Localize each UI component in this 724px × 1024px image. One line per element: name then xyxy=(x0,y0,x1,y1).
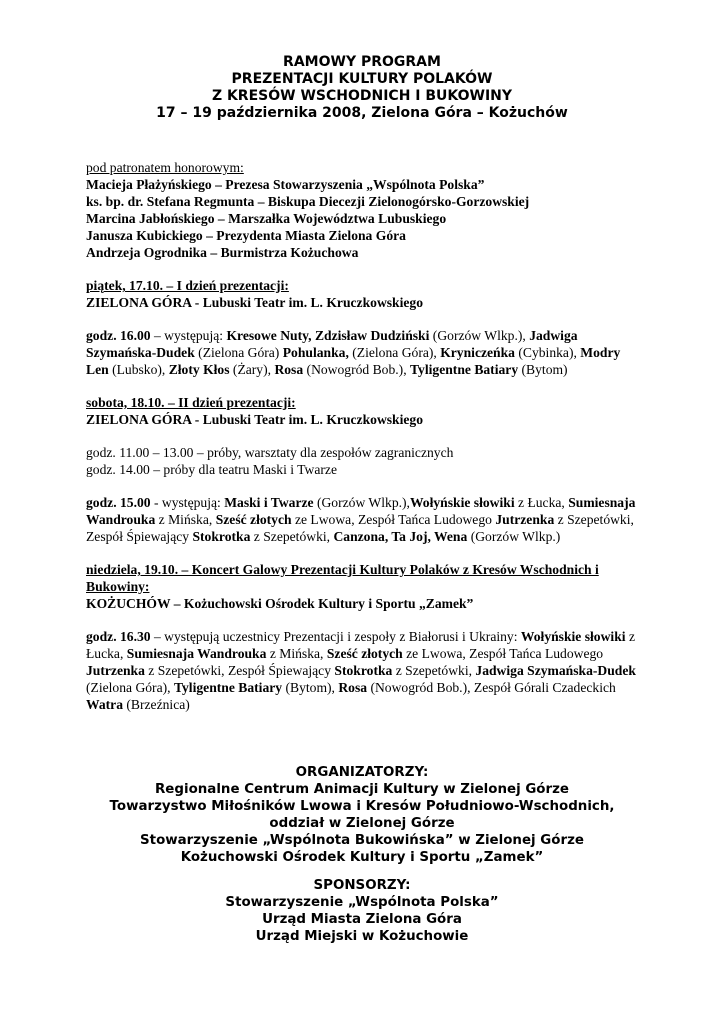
performer-name: Rosa xyxy=(274,362,304,377)
performer-name: Jadwiga Szymańska-Dudek xyxy=(475,663,636,678)
header-line-1: RAMOWY PROGRAM xyxy=(283,54,441,70)
text-run: - występują: xyxy=(150,495,225,510)
sponsor-3: Urząd Miejski w Kożuchowie xyxy=(255,929,469,944)
day1-section xyxy=(86,277,646,378)
text-run: z Mińska, xyxy=(155,512,216,527)
day2-schedule-2: godz. 14.00 – próby dla teatru Maski i Twarze xyxy=(86,462,337,477)
text-run: (Bytom), xyxy=(282,680,339,695)
patron-2: ks. bp. dr. Stefana Regmunta – Biskupa Diecezji Zielonogórsko-Gorzowskiej xyxy=(86,194,530,209)
performer-name: Złoty Kłos xyxy=(168,362,230,377)
day2-venue: ZIELONA GÓRA - Lubuski Teatr im. L. Kruczkowskiego xyxy=(86,412,424,427)
sponsor-2: Urząd Miasta Zielona Góra xyxy=(262,912,462,927)
text-run: (Zielona Góra) xyxy=(194,345,283,360)
performer-name: Tyligentne Batiary xyxy=(410,362,519,377)
performer-name: Kryniczeńka xyxy=(440,345,515,360)
document-body xyxy=(86,159,646,713)
day2-heading: sobota, 18.10. – II dzień prezentacji: xyxy=(86,395,296,410)
day2-section xyxy=(86,394,646,545)
day1-heading: piątek, 17.10. – I dzień prezentacji: xyxy=(86,278,289,293)
text-run: – występują: xyxy=(150,328,227,343)
performer-name: Sześć złotych xyxy=(326,646,403,661)
day2-schedule-1: godz. 11.00 – 13.00 – próby, warsztaty dla zespołów zagranicznych xyxy=(86,445,454,460)
text-run: ze Lwowa, Zespół Tańca Ludowego xyxy=(402,646,604,661)
performer-name: Jadwiga Szymańska-Dudek xyxy=(86,328,578,360)
organizer-4: Stowarzyszenie „Wspólnota Bukowińska” w Zielonej Górze xyxy=(140,833,584,848)
sponsor-1: Stowarzyszenie „Wspólnota Polska” xyxy=(225,895,499,910)
text-run: (Nowogród Bob.), xyxy=(303,362,410,377)
organizers-section xyxy=(0,764,724,866)
text-run: z Szepetówki, Zespół Śpiewający xyxy=(86,512,634,544)
performer-name: Rosa xyxy=(338,680,368,695)
performer-name: Watra xyxy=(86,697,123,712)
header-line-2: PREZENTACJI KULTURY POLAKÓW xyxy=(231,71,493,87)
text-run: ze Lwowa, Zespół Tańca Ludowego xyxy=(291,512,496,527)
performer-name: Stokrotka xyxy=(192,529,251,544)
performer-name: Jutrzenka xyxy=(86,663,145,678)
patron-3: Marcina Jabłońskiego – Marszałka Województwa Lubuskiego xyxy=(86,211,447,226)
sponsors-title: SPONSORZY: xyxy=(313,878,411,893)
performer-name: godz. 15.00 xyxy=(86,495,151,510)
text-run: (Gorzów Wlkp.) xyxy=(467,529,561,544)
organizer-2: Towarzystwo Miłośników Lwowa i Kresów Południowo-Wschodnich, xyxy=(109,799,615,814)
text-run: z Szepetówki, xyxy=(250,529,334,544)
performer-name: Tyligentne Batiary xyxy=(173,680,283,695)
text-run: z Łucka, xyxy=(86,629,635,661)
performer-name: Wołyńskie słowiki xyxy=(520,629,626,644)
patron-4: Janusza Kubickiego – Prezydenta Miasta Zielona Góra xyxy=(86,228,406,243)
text-run: (Brzeźnica) xyxy=(123,697,190,712)
day2-performers xyxy=(86,494,646,545)
text-run: (Gorzów Wlkp.), xyxy=(429,328,530,343)
day3-venue: KOŻUCHÓW – Kożuchowski Ośrodek Kultury i Sportu „Zamek” xyxy=(86,596,474,611)
performer-name: Wołyńskie słowiki xyxy=(409,495,515,510)
performer-name: Sumiesnaja Wandrouka xyxy=(126,646,267,661)
organizer-1: Regionalne Centrum Animacji Kultury w Zielonej Górze xyxy=(155,782,569,797)
sponsors-section xyxy=(0,877,724,945)
text-run: z Mińska, xyxy=(266,646,327,661)
day3-heading: niedziela, 19.10. – Koncert Galowy Prezentacji Kultury Polaków z Kresów Wschodnich i Bukowiny: xyxy=(86,562,599,594)
document-header xyxy=(0,54,724,122)
day1-venue: ZIELONA GÓRA - Lubuski Teatr im. L. Kruczkowskiego xyxy=(86,295,424,310)
performer-name: Sześć złotych xyxy=(215,512,292,527)
day1-performers xyxy=(86,327,646,378)
text-run: (Bytom) xyxy=(518,362,568,377)
text-run: (Cybinka), xyxy=(514,345,581,360)
performer-name: Pohulanka, xyxy=(282,345,349,360)
performer-name: godz. 16.00 xyxy=(86,328,151,343)
header-line-4: 17 – 19 października 2008, Zielona Góra – Kożuchów xyxy=(156,105,568,121)
patronage-label: pod patronatem honorowym: xyxy=(86,160,244,175)
patron-1: Macieja Płażyńskiego – Prezesa Stowarzyszenia „Wspólnota Polska” xyxy=(86,177,485,192)
patronage-section xyxy=(86,159,646,261)
header-line-3: Z KRESÓW WSCHODNICH I BUKOWINY xyxy=(211,88,513,104)
performer-name: Maski i Twarze xyxy=(224,495,314,510)
text-run: (Lubsko), xyxy=(108,362,169,377)
performer-name: Stokrotka xyxy=(334,663,393,678)
organizer-3: oddział w Zielonej Górze xyxy=(269,816,455,831)
text-run: (Zielona Góra), xyxy=(348,345,441,360)
text-run: – występują uczestnicy Prezentacji i zespoły z Białorusi i Ukrainy: xyxy=(150,629,521,644)
text-run: z Szepetówki, xyxy=(392,663,476,678)
text-run: (Nowogród Bob.), Zespół Górali Czadeckich xyxy=(367,680,616,695)
patron-5: Andrzeja Ogrodnika – Burmistrza Kożuchowa xyxy=(86,245,359,260)
performer-name: Modry Len xyxy=(86,345,621,377)
day3-section xyxy=(86,561,646,713)
text-run: (Gorzów Wlkp.), xyxy=(313,495,410,510)
performer-name: Sumiesnaja Wandrouka xyxy=(86,495,636,527)
day3-performers xyxy=(86,628,646,713)
organizers-title: ORGANIZATORZY: xyxy=(295,765,429,780)
text-run: (Zielona Góra), xyxy=(86,680,174,695)
performer-name: Canzona, Ta Joj, Wena xyxy=(333,529,468,544)
organizer-5: Kożuchowski Ośrodek Kultury i Sportu „Zamek” xyxy=(180,850,544,865)
performer-name: Jutrzenka xyxy=(495,512,555,527)
text-run: (Żary), xyxy=(229,362,275,377)
performer-name: Kresowe Nuty, Zdzisław Dudziński xyxy=(226,328,430,343)
performer-name: godz. 16.30 xyxy=(86,629,151,644)
text-run: z Łucka, xyxy=(514,495,569,510)
text-run: z Szepetówki, Zespół Śpiewający xyxy=(144,663,335,678)
